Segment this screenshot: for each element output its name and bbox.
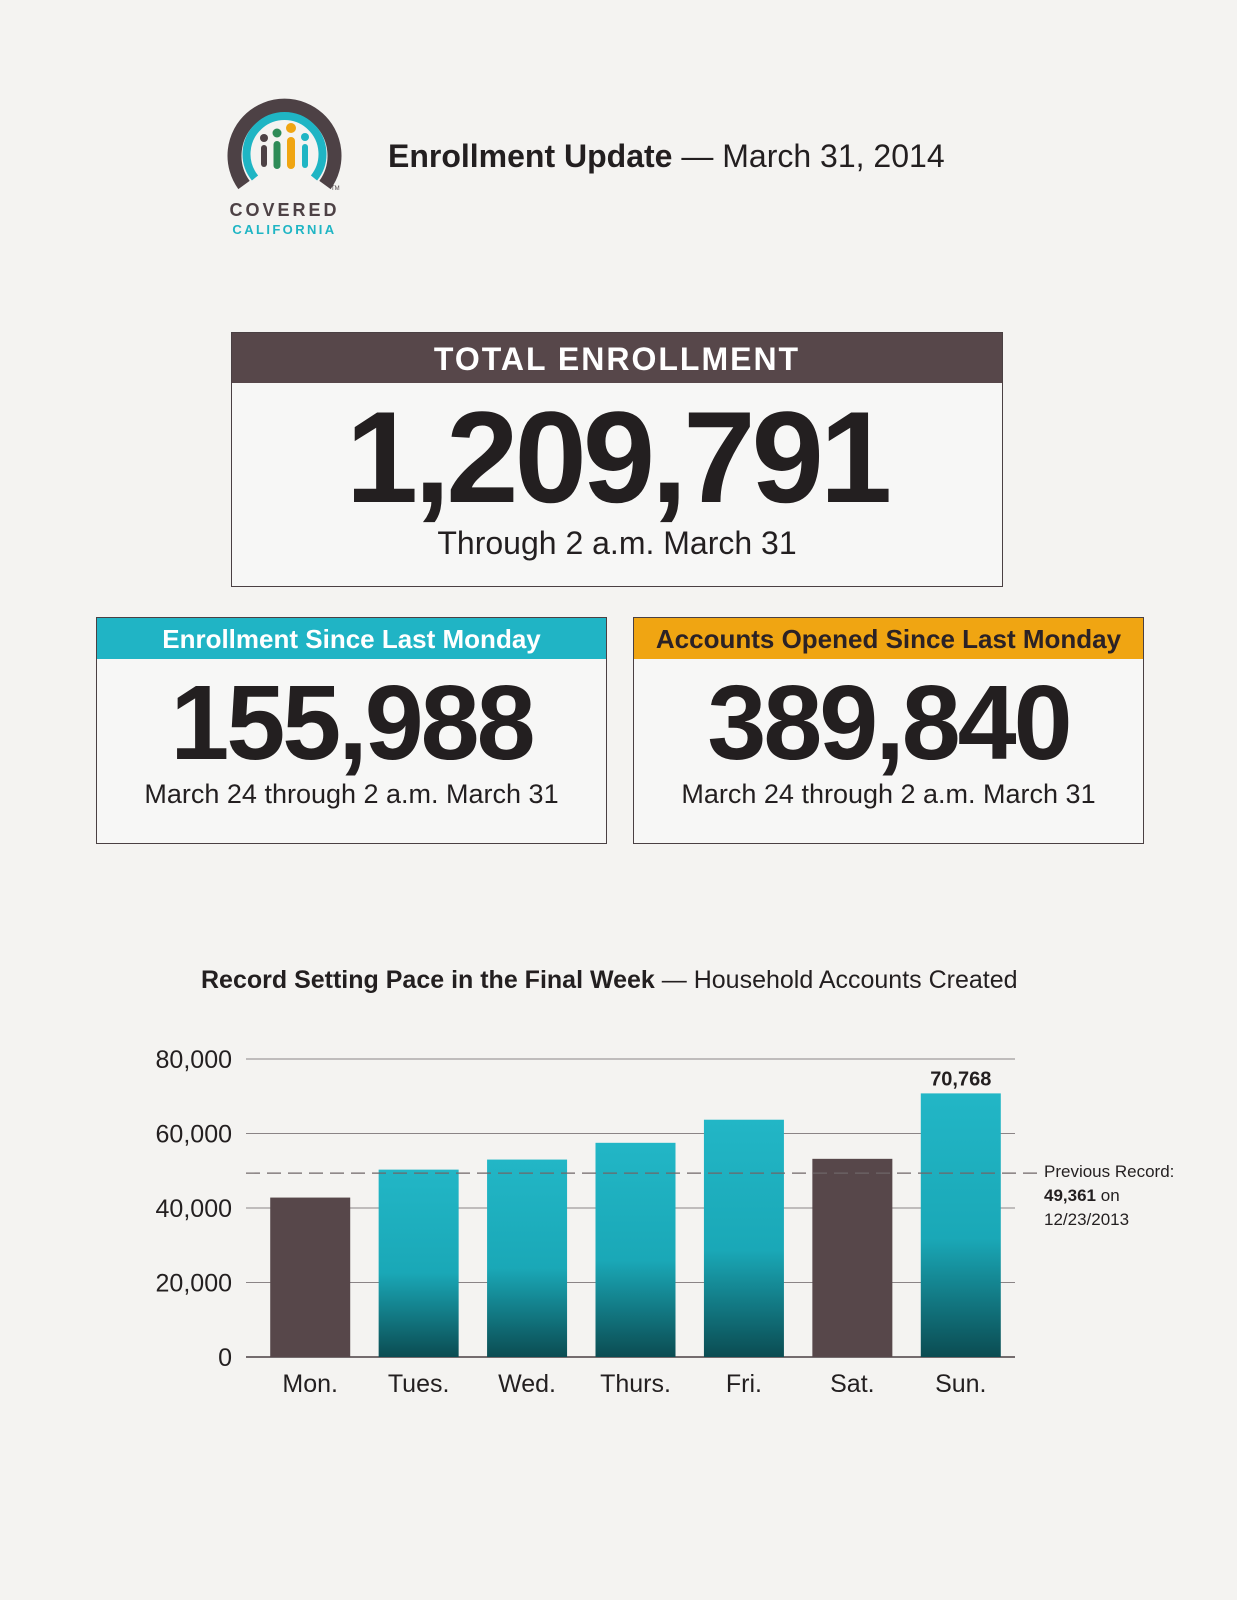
data-label: 70,768 bbox=[930, 1068, 992, 1091]
x-tick-label: Mon. bbox=[282, 1370, 339, 1398]
total-enrollment-value: 1,209,791 bbox=[345, 384, 889, 530]
accounts-since-monday-label: Accounts Opened Since Last Monday bbox=[634, 618, 1143, 659]
bar-fri bbox=[704, 1120, 784, 1357]
x-tick-label: Fri. bbox=[725, 1370, 762, 1398]
enrollment-since-monday-sub: March 24 through 2 a.m. March 31 bbox=[144, 779, 559, 809]
logo-line2: CALIFORNIA bbox=[232, 222, 337, 237]
accounts-since-monday-value: 389,840 bbox=[707, 664, 1070, 782]
chart-title-rest: — Household Accounts Created bbox=[661, 966, 1018, 994]
y-tick-label: 0 bbox=[218, 1344, 232, 1372]
y-tick-label: 40,000 bbox=[155, 1195, 232, 1223]
chart-title-bold: Record Setting Pace in the Final Week bbox=[201, 966, 655, 994]
trademark-mark: TM bbox=[331, 186, 340, 192]
previous-record-label: Previous Record: bbox=[1044, 1162, 1175, 1181]
page-title-date: March 31, 2014 bbox=[722, 138, 945, 174]
y-tick-label: 20,000 bbox=[155, 1269, 232, 1298]
x-tick-label: Thurs. bbox=[600, 1370, 671, 1398]
x-tick-label: Sun. bbox=[935, 1370, 987, 1398]
x-tick-label: Wed. bbox=[498, 1370, 557, 1398]
previous-record-date: 12/23/2013 bbox=[1044, 1210, 1130, 1229]
previous-record-note bbox=[1044, 1160, 1174, 1232]
total-enrollment-sub: Through 2 a.m. March 31 bbox=[437, 525, 797, 561]
y-tick-label: 80,000 bbox=[155, 1046, 232, 1074]
previous-record-value: 49,361 bbox=[1044, 1186, 1096, 1205]
total-enrollment-label: TOTAL ENROLLMENT bbox=[232, 333, 1002, 383]
page-title-dash: — bbox=[681, 138, 714, 174]
accounts-since-monday-sub: March 24 through 2 a.m. March 31 bbox=[681, 779, 1096, 809]
bar-wed bbox=[487, 1160, 567, 1357]
enrollment-since-monday-label: Enrollment Since Last Monday bbox=[97, 618, 606, 659]
logo-line1: COVERED bbox=[229, 200, 340, 220]
x-tick-label: Sat. bbox=[830, 1370, 875, 1398]
y-tick-label: 60,000 bbox=[155, 1120, 232, 1149]
bar-sun bbox=[921, 1093, 1001, 1357]
page-title-main: Enrollment Update bbox=[388, 138, 673, 174]
bar-mon bbox=[270, 1198, 350, 1357]
previous-record-on: on bbox=[1100, 1186, 1120, 1205]
bar-tues bbox=[379, 1170, 459, 1357]
x-tick-label: Tues. bbox=[387, 1370, 450, 1398]
bar-sat bbox=[812, 1159, 892, 1357]
bar-thurs bbox=[596, 1143, 676, 1357]
enrollment-since-monday-value: 155,988 bbox=[170, 664, 533, 782]
